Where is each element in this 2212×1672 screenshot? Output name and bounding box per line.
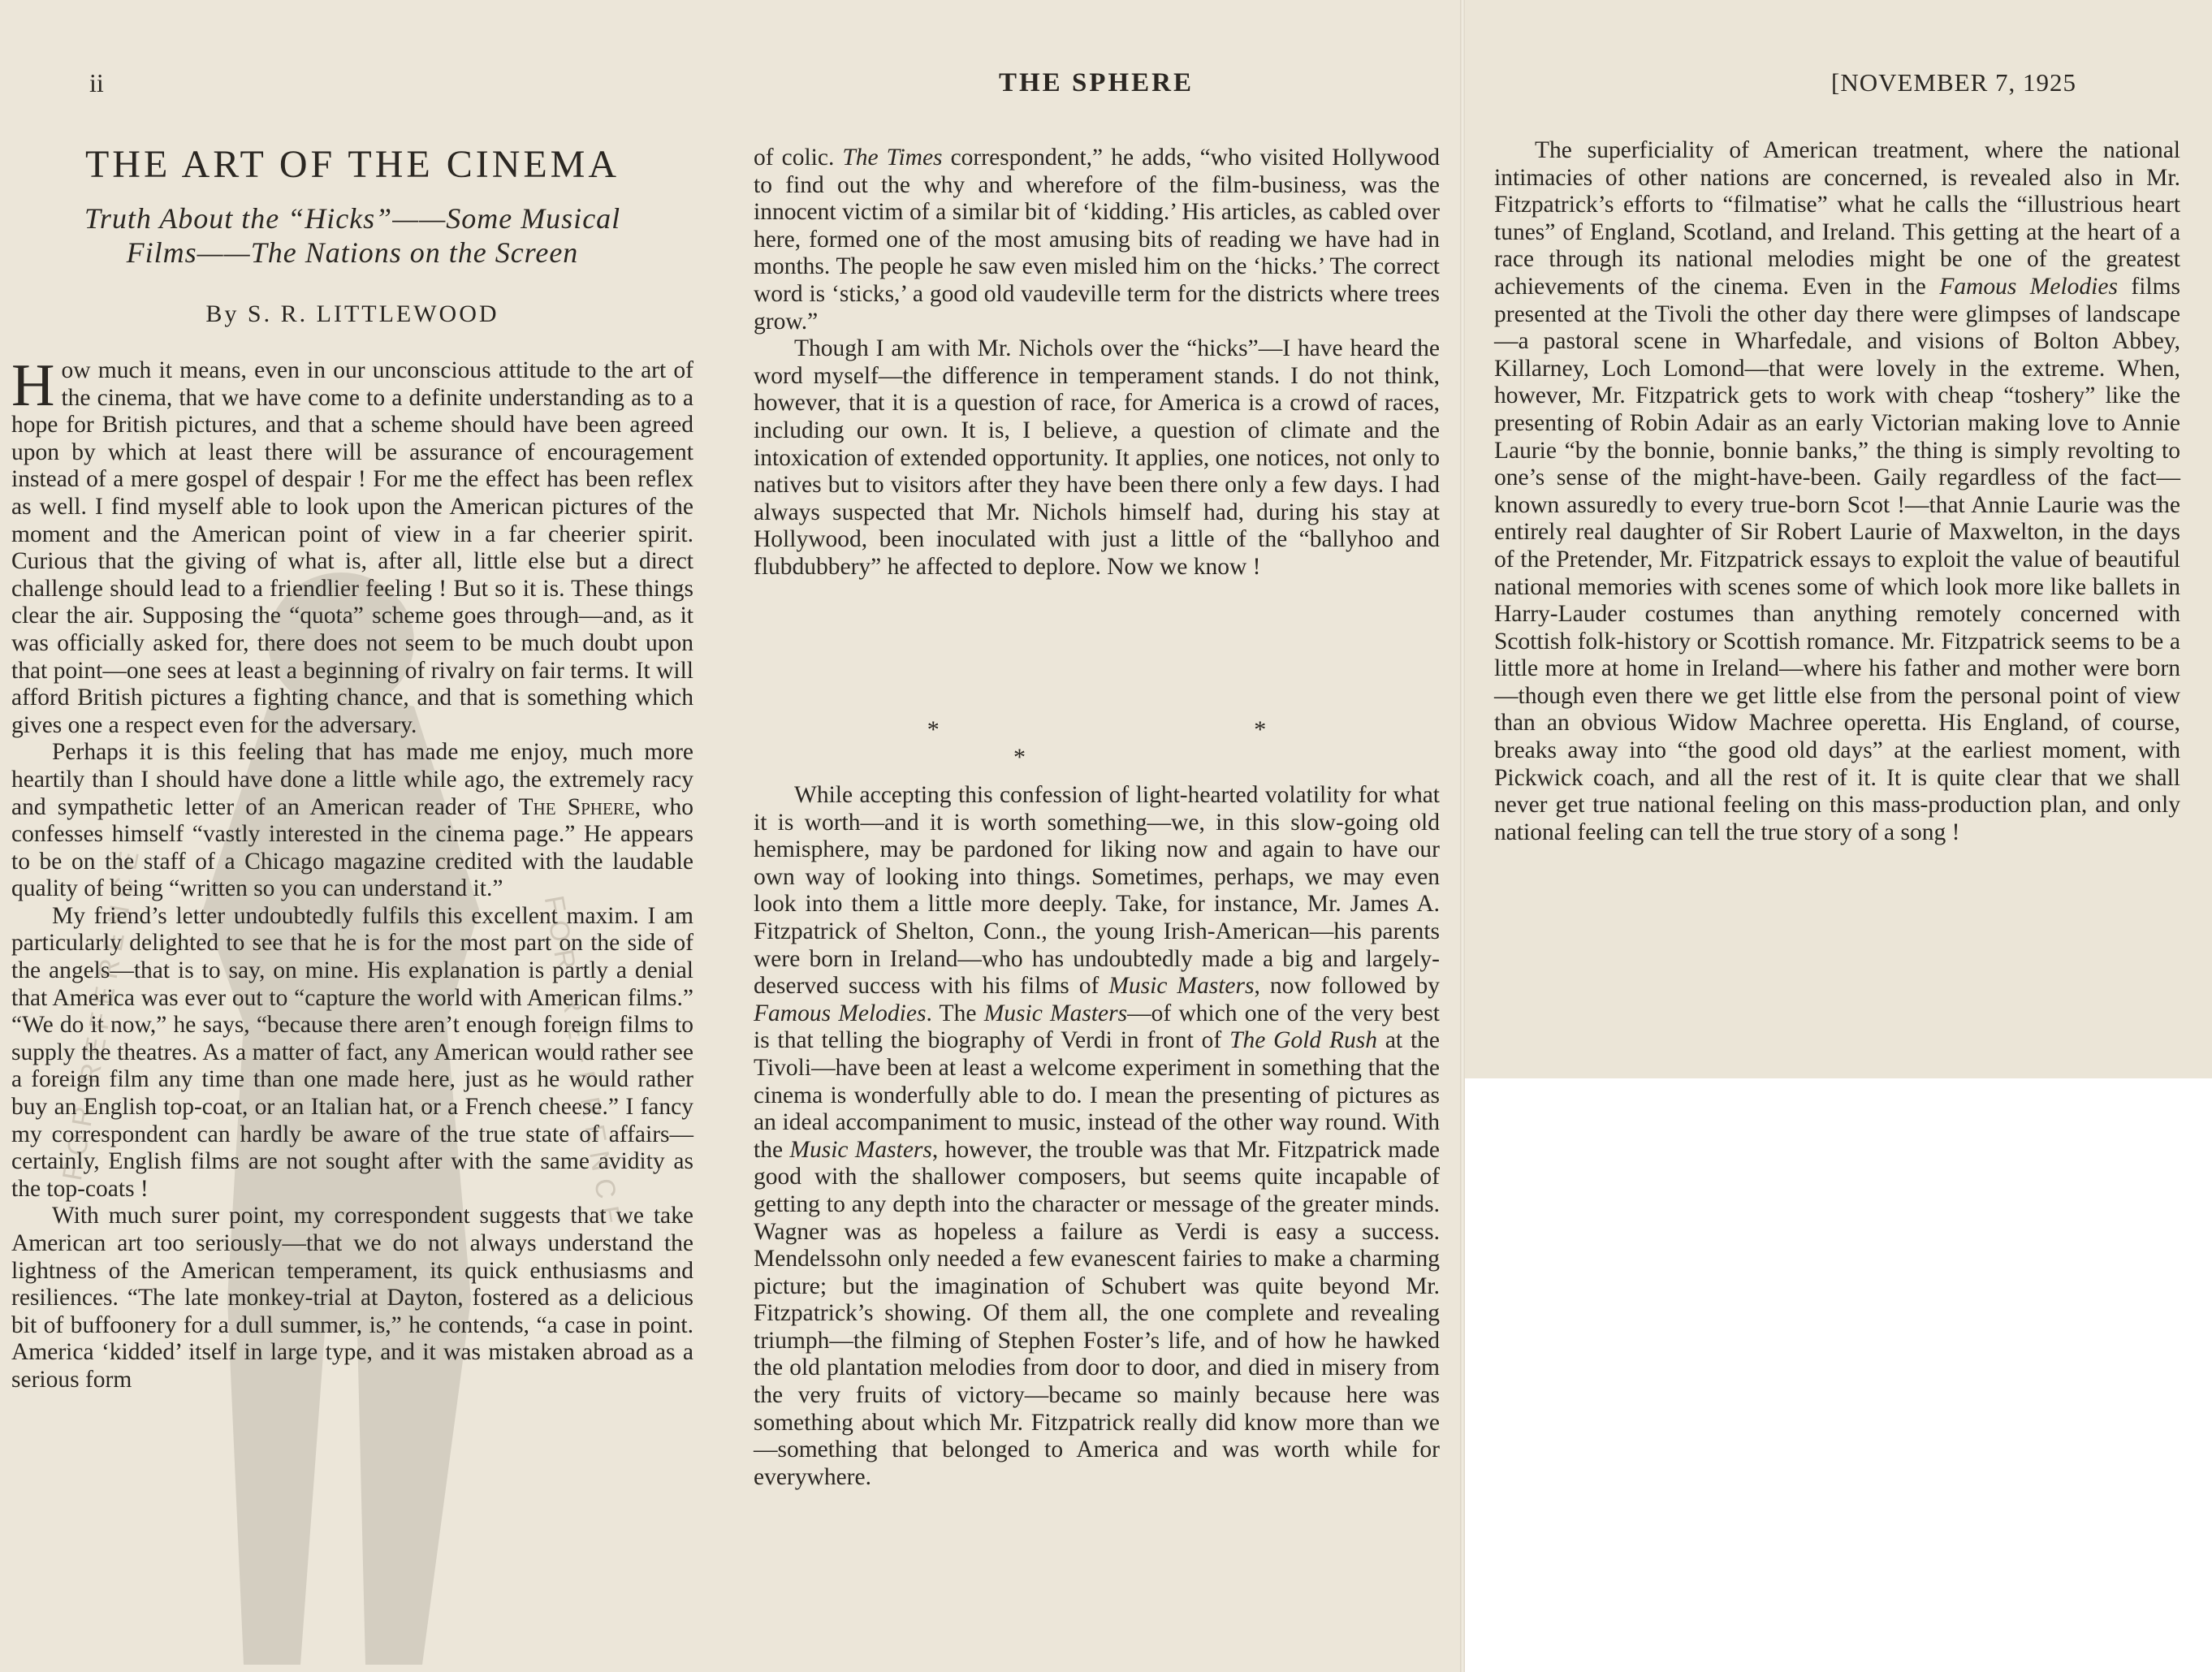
drop-cap: H bbox=[11, 352, 55, 419]
film-title: Music Masters bbox=[1108, 973, 1255, 1000]
paragraph-text: , who confesses himself “vastly interested in the cinema page.” He appears to be on the staff of a Chicago magazine credited with the laudable quality of being “written so you can understand it.” bbox=[11, 793, 693, 902]
paragraph-text: films presented at the Tivoli the other day there were glimpses of landscape—a pastoral scene in Wharfedale, and visions of Bolton Abbey, Killarney, Loch Lomond—that were lovely in the extreme. When, however, Mr. Fitzpatrick gets to work with cheap “toshery” like the presenting of Robin Adair as an early Victorian making love to Annie Laurie “by the bonnie, bonnie banks,” the thing is simply revolting to one’s sense of the might-have-been. Gaily regardless of the fact—known assuredly to every true-born Scot !—that Annie Laurie was the entirely real daughter of Sir Robert Laurie of Maxwelton, in the days of the Pretender, Mr. Fitzpatrick essays to exploit the value of beautiful national memories with scenes some of which look more like ballets in Harry-Lauder costumes than anything remotely concerned with Scottish folk-history or Scottish romance. Mr. Fitzpatrick seems to be a little more at home in Ireland—where his father and mother were born—though even there we get little else from the personal point of view than an obvious Widow Machree operetta. His England, of course, breaks away into “the good old days” at the earliest moment, with Pickwick coach, and all the rest of it. It is quite clear that we shall never get true national feeling on this mass-production plan, and only national feeling can tell the true story of a song ! bbox=[1494, 273, 2181, 845]
paragraph bbox=[754, 782, 1440, 1491]
column-2-continued bbox=[754, 782, 1440, 1491]
film-title: Famous Melodies bbox=[1939, 273, 2118, 300]
reference-watermark-right: FOR REFERENCE bbox=[538, 893, 629, 1236]
paragraph bbox=[754, 145, 1440, 335]
paragraph-text: , now followed by bbox=[1254, 973, 1440, 1000]
paragraph-text: . The bbox=[926, 1000, 984, 1026]
masthead: THE SPHERE bbox=[999, 68, 1194, 97]
article-title: THE ART OF THE CINEMA bbox=[84, 143, 620, 186]
paragraph-text: The superficiality of American treatment, where the national intimacies of other nations are concerned, is revealed also in Mr. Fitzpatrick’s efforts to “filmatise” what he calls the “illustrious heart tunes” of England, Scotland, and Ireland. This getting at the heart of a race through its national melodies might be one of the greatest achievements of the cinema. Even in the bbox=[1494, 137, 2180, 300]
sheet-fold bbox=[1460, 0, 1465, 1672]
publication-name: The Times bbox=[842, 145, 943, 171]
film-title: Music Masters bbox=[789, 1136, 932, 1163]
column-2 bbox=[754, 145, 1440, 581]
paragraph-text: —of which one of the very best is that telling the biography of Verdi in front of bbox=[754, 1000, 1440, 1054]
column-3 bbox=[1494, 137, 2180, 846]
article-subtitle bbox=[11, 201, 693, 270]
paragraph bbox=[11, 739, 693, 903]
issue-date: [NOVEMBER 7, 1925 bbox=[1831, 68, 2077, 97]
paragraph bbox=[11, 352, 693, 739]
paragraph-text: ow much it means, even in our unconscious attitude to the art of the cinema, that we have come to a definite understanding as to a hope for British pictures, and that a scheme should have been agreed upon by which at least there will be assurance of encouragement instead of a mere gospel of despair ! For me the effect has been reflex as well. I find myself able to look upon the American pictures of the moment and the American point of view in a far cheerier spirit. Curious that the giving of what is, after all, little else but a direct challenge should lead to a friendlier feeling ! But so it is. These things clear the air. Supposing the “quota” scheme goes through—and, as it was officially asked for, there does not seem to be much doubt upon that point—one sees at least a beginning of rivalry on fair terms. It will afford British pictures a fighting chance, and that is something which gives one a respect even for the adversary. bbox=[11, 357, 693, 738]
film-title: Famous Melodies bbox=[754, 1000, 927, 1026]
page-number: ii bbox=[89, 68, 104, 97]
film-title: Music Masters bbox=[983, 1000, 1128, 1026]
subtitle-line-2: Films——The Nations on the Screen bbox=[126, 236, 579, 269]
paragraph-text: at the Tivoli—have been at least a welcome experiment in something that the cinema is wonderfully able to do. I mean the presenting of pictures as an ideal accompaniment to music, instead of the other way round. With the bbox=[754, 1027, 1440, 1163]
film-title: The Gold Rush bbox=[1229, 1027, 1377, 1054]
paragraph-text: of colic. bbox=[754, 145, 843, 171]
paragraph: With much surer point, my correspondent suggests that we take American art too seriously—that we do not always understand the lightness of the American temperament, its quick enthusiasms and resiliences. “The late monkey-trial at Dayton, fostered as a delicious bit of buffoonery for a dull summer, is,” he contends, “a case in point. America ‘kidded’ itself in large type, and it was mistaken abroad as a serious form bbox=[11, 1203, 693, 1393]
paragraph: Though I am with Mr. Nichols over the “hicks”—I have heard the word myself—the difference in temperament stands. I do not think, however, that it is a question of race, for America is a crowd of races, including our own. It is, I believe, a question of climate and the intoxication of extended opportunity. It applies, one notices, not only to natives but to visitors after they have been there only a few days. I had always suspected that Mr. Nichols himself had, during his stay at Hollywood, been inoculated with just a little of the “ballyhoo and flubdubbery” he affected to deplore. Now we know ! bbox=[754, 335, 1440, 580]
paragraph-text: While accepting this confession of light-hearted volatility for what it is worth—and it is worth something—we, in this slow-going old hemisphere, may be pardoned for liking now and again to have our own way of looking into things. Sometimes, perhaps, we may even look into them a little more deeply. Take, for instance, Mr. James A. Fitzpatrick of Shelton, Conn., the young Irish-American—his parents were born in Ireland—who has undoubtedly made a big and largely-deserved success with his films of bbox=[754, 782, 1440, 1000]
paragraph bbox=[1494, 137, 2180, 846]
subtitle-line-1: Truth About the “Hicks”——Some Musical bbox=[84, 202, 621, 235]
column-1 bbox=[11, 352, 693, 1394]
article-byline: By S. R. LITTLEWOOD bbox=[205, 300, 499, 327]
reference-watermark-left: FOR REFERENCE bbox=[57, 840, 147, 1183]
paragraph: My friend’s letter undoubtedly fulfils this excellent maxim. I am particularly delighted to see that he is for the most part on the side of the angels—that is to say, on mine. His explanation is partly a denial that America was ever out to “capture the world with American films.” “We do it now,” he says, “because there aren’t enough foreign films to supply the theatres. As a matter of fact, any American would rather see a foreign film any time than one made here, just as he would rather buy an English top-coat, or an Italian hat, or a French cheese.” I fancy my correspondent can hardly be aware of the true state of affairs—certainly, English films are not sought after with the same avidity as the top-coats ! bbox=[11, 902, 693, 1202]
paragraph-text: Perhaps it is this feeling that has made me enjoy, much more heartily than I should have done a little while ago, the extremely racy and sympathetic letter of an American reader of bbox=[11, 739, 693, 820]
publication-name: The Sphere bbox=[518, 793, 635, 820]
section-break-stars: * * * bbox=[927, 716, 1421, 771]
paragraph-text: , however, the trouble was that Mr. Fitzpatrick made good with the shallower composers, but seems quite incapable of getting to any depth into the character or message of the greater minds. Wagner was as hopeless a failure as Verdi is easy a success. Mendelssohn only needed a few evanescent fairies to make a charming picture; but the imagination of Schubert was quite beyond Mr. Fitzpatrick’s showing. Of them all, the one complete and revealing triumph—the filming of Stephen Foster’s life, and of how he hawked the old plantation melodies from door to door, and died in misery from the very fruits of victory—became so mainly because here was something about which Mr. Fitzpatrick really did know more than we—something that belonged to America and was worth while for everywhere. bbox=[754, 1136, 1440, 1490]
paragraph-text: correspondent,” he adds, “who visited Hollywood to find out the why and wherefore of the film-business, was the innocent victim of a similar bit of ‘kidding.’ His articles, as cabled over here, formed one of the most amusing bits of reading we have had in months. The people he saw even misled him on the ‘hicks.’ The correct word is ‘sticks,’ a good old vaudeville term for the districts where trees grow.” bbox=[754, 145, 1440, 335]
